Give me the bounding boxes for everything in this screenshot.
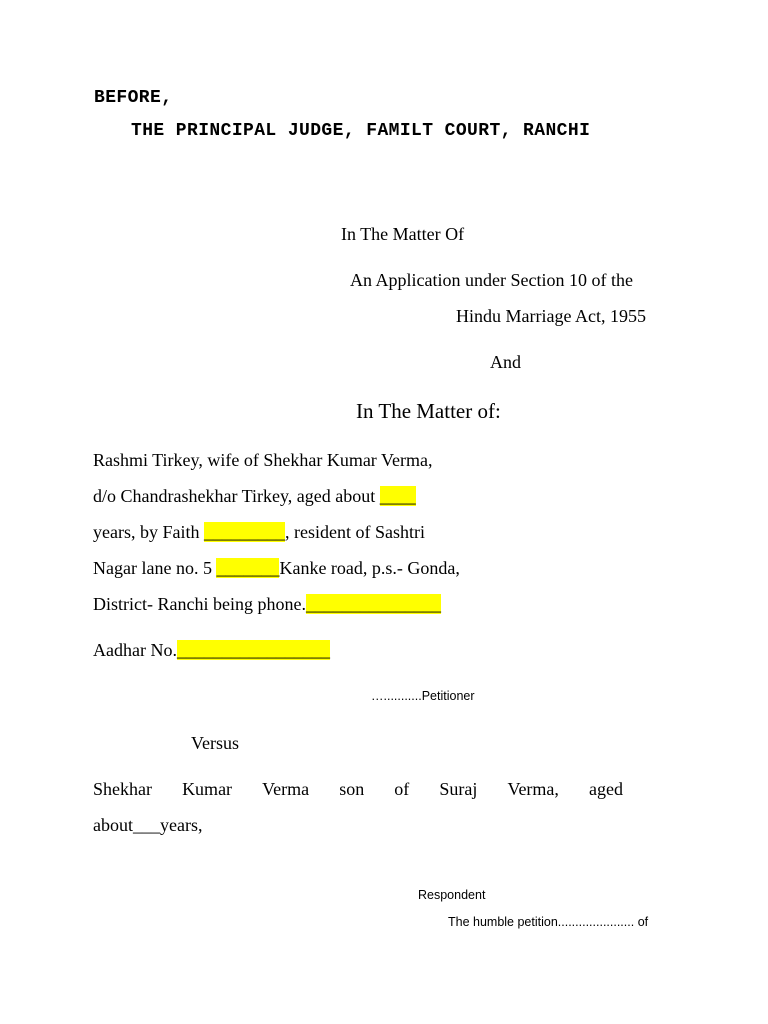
- respondent-word: Kumar: [182, 779, 233, 799]
- phone-blank[interactable]: _______________: [305, 594, 441, 614]
- petitioner-line-3-end: , resident of Sashtri: [284, 522, 425, 542]
- and-label: And: [490, 352, 521, 372]
- petitioner-line-4-start: Nagar lane no. 5: [93, 558, 217, 578]
- aadhar-line: [93, 640, 330, 661]
- court-title: THE PRINCIPAL JUDGE, FAMILT COURT, RANCHI: [131, 121, 591, 141]
- respondent-word: Shekhar: [93, 779, 152, 799]
- application-line-1: An Application under Section 10 of the: [350, 270, 633, 290]
- faith-blank[interactable]: _________: [203, 522, 285, 542]
- lane-blank[interactable]: _______: [216, 558, 280, 578]
- petitioner-line-1: Rashmi Tirkey, wife of Shekhar Kumar Verma,: [93, 450, 433, 470]
- respondent-word: of: [394, 779, 410, 799]
- respondent-word: son: [339, 779, 365, 799]
- petitioner-line-4: [93, 558, 460, 579]
- petitioner-line-3-start: years, by Faith: [93, 522, 204, 542]
- respondent-word: Verma,: [507, 779, 559, 799]
- petitioner-line-2-text: d/o Chandrashekhar Tirkey, aged about: [93, 486, 380, 506]
- respondent-word: aged: [589, 779, 623, 799]
- before-label: BEFORE,: [94, 88, 173, 108]
- petitioner-role: …...........Petitioner: [371, 689, 475, 703]
- respondent-line-1: [93, 779, 623, 800]
- petitioner-line-3: [93, 522, 425, 543]
- humble-petition-line: [448, 915, 648, 929]
- matter-heading: In The Matter Of: [341, 224, 465, 244]
- respondent-word: Suraj: [439, 779, 478, 799]
- matter-of-heading: In The Matter of:: [356, 399, 501, 423]
- versus-label: Versus: [191, 733, 239, 753]
- aadhar-label: Aadhar No.: [93, 640, 177, 660]
- humble-petition-of: of: [637, 915, 649, 929]
- aadhar-blank[interactable]: _________________: [176, 640, 330, 660]
- petitioner-line-5-text: District- Ranchi being phone.: [93, 594, 306, 614]
- petitioner-line-5: [93, 594, 441, 615]
- petitioner-line-2: [93, 486, 416, 507]
- petitioner-line-4-end: Kanke road, p.s.- Gonda,: [279, 558, 460, 578]
- respondent-word: Verma: [262, 779, 310, 799]
- respondent-role: Respondent: [418, 888, 486, 902]
- age-blank[interactable]: ____: [379, 486, 416, 506]
- respondent-line-2: about___years,: [93, 815, 203, 835]
- application-line-2: Hindu Marriage Act, 1955: [456, 306, 646, 326]
- humble-petition-text: The humble petition......................: [448, 915, 635, 929]
